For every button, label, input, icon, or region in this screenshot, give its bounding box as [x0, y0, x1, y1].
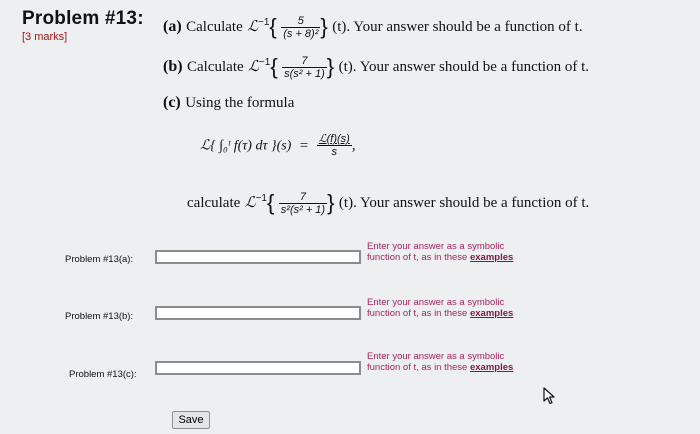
laplace-integral-formula: [200, 133, 356, 158]
part-b-numerator: 7: [282, 55, 327, 68]
part-a-denominator: (s + 8)²: [283, 27, 319, 40]
formula-lhs: ℒ{ ∫₀ᵗ f(τ) dτ }(s): [200, 138, 292, 154]
problem-title: Problem #13:: [22, 8, 144, 29]
answer-b-input[interactable]: [157, 312, 359, 322]
answer-c-hint-text: Enter your answer as a symbolic function of t, as in these: [367, 351, 505, 373]
answer-a-box[interactable]: [155, 250, 361, 264]
part-c-label: (c): [163, 94, 181, 111]
answer-c-hint: [367, 351, 537, 373]
save-button[interactable]: Save: [172, 411, 210, 429]
answer-a-hint: [367, 241, 537, 263]
part-c-text-before: calculate: [187, 195, 241, 212]
answer-a-examples-link[interactable]: examples: [469, 252, 514, 263]
part-b-text-before: Calculate: [187, 59, 244, 76]
part-b-fraction: [282, 55, 327, 80]
part-c-fraction: [279, 191, 327, 216]
part-a-open-brace: {: [269, 14, 277, 39]
marks-label: [3 marks]: [22, 31, 68, 43]
part-b-inverse-sup: −1: [258, 56, 271, 68]
part-b-close-brace: }: [326, 54, 335, 79]
part-a-statement: [163, 14, 583, 40]
answer-b-hint-text: Enter your answer as a symbolic function of t, as in these: [367, 297, 505, 319]
part-c-close-brace: }: [327, 190, 335, 215]
part-c-open-brace: {: [266, 190, 275, 215]
part-c-inverse-sup: −1: [255, 192, 267, 204]
part-c-statement: [187, 190, 589, 216]
part-c-intro-line: [163, 94, 294, 112]
part-b-denominator: s(s² + 1): [284, 67, 325, 80]
answer-a-label: Problem #13(a):: [65, 254, 134, 265]
answer-b-label: Problem #13(b):: [65, 311, 134, 322]
part-b-text-after: (t). Your answer should be a function of t.: [338, 59, 589, 76]
part-b-label: (b): [163, 58, 183, 76]
part-b-transform: ℒ: [248, 59, 259, 76]
part-a-numerator: 5: [281, 15, 320, 28]
answer-c-input[interactable]: [157, 367, 359, 377]
part-a-text-after: (t). Your answer should be a function of t.: [332, 19, 583, 36]
part-c-intro: Using the formula: [185, 95, 295, 111]
answer-c-box[interactable]: [155, 361, 361, 375]
part-c-transform: ℒ: [244, 195, 256, 212]
formula-numerator: ℒ(f)(s): [318, 133, 350, 145]
answer-c-label: Problem #13(c):: [69, 369, 137, 380]
answer-b-hint: [367, 297, 537, 319]
answer-a-hint-text: Enter your answer as a symbolic function of t, as in these: [367, 241, 505, 263]
part-b-open-brace: {: [270, 54, 278, 79]
formula-fraction: [317, 133, 352, 158]
formula-denominator: s: [331, 146, 338, 158]
answer-c-examples-link[interactable]: examples: [469, 362, 514, 373]
answer-b-examples-link[interactable]: examples: [469, 308, 514, 319]
formula-equals: =: [299, 137, 309, 154]
part-c-text-after: (t). Your answer should be a function of t.: [338, 195, 590, 212]
part-c-denominator: s²(s² + 1): [280, 203, 326, 216]
answer-a-input[interactable]: [157, 256, 359, 266]
part-a-transform: ℒ: [247, 19, 259, 36]
part-a-fraction: [281, 15, 320, 40]
part-b-statement: [163, 54, 589, 80]
part-a-close-brace: }: [320, 14, 328, 39]
formula-comma: ,: [351, 137, 356, 154]
part-a-inverse-sup: −1: [258, 16, 270, 28]
answer-b-box[interactable]: [155, 306, 361, 320]
mouse-cursor-icon: [543, 387, 557, 405]
part-a-text-before: Calculate: [186, 19, 243, 36]
part-a-label: (a): [163, 18, 182, 36]
part-c-numerator: 7: [279, 191, 327, 204]
